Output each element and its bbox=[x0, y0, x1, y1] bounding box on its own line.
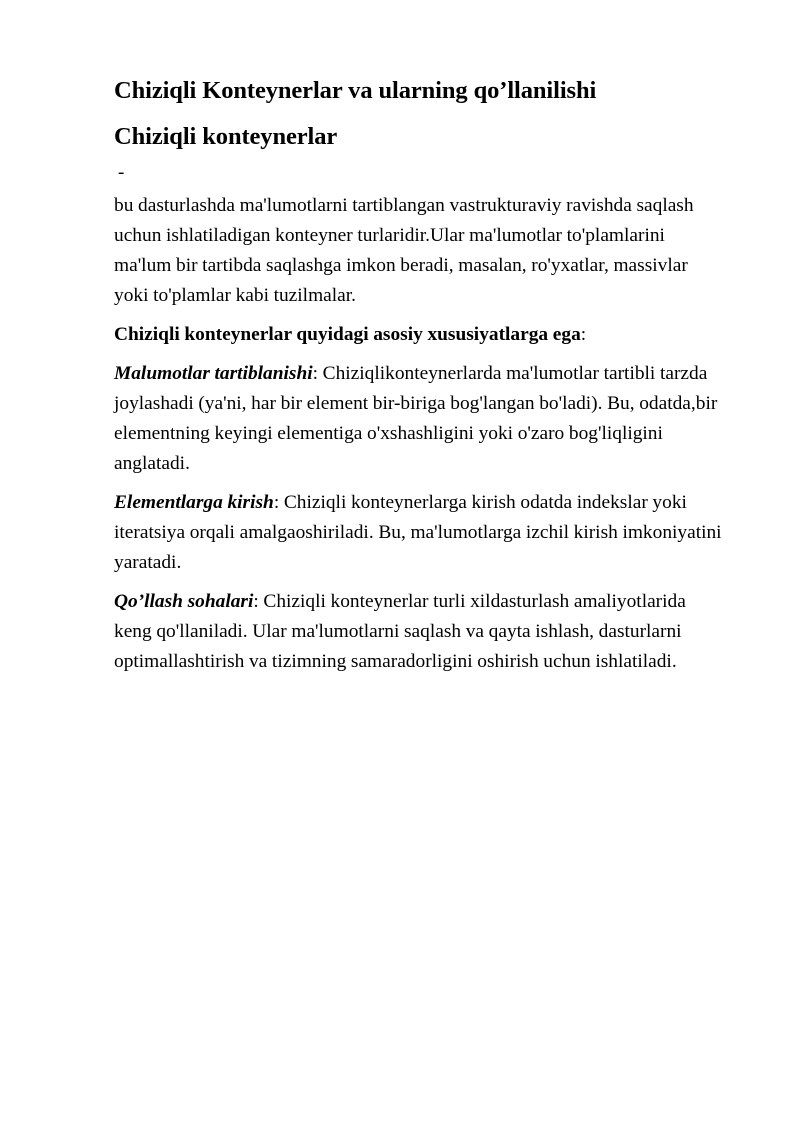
section-term-2: Qo’llash sohalari bbox=[114, 591, 254, 612]
section-term-1: Elementlarga kirish bbox=[114, 492, 274, 513]
section-paragraph-0 bbox=[114, 359, 724, 479]
section-colon-1: : bbox=[273, 492, 280, 513]
features-heading-colon: : bbox=[580, 324, 587, 345]
intro-paragraph: bu dasturlashda ma'lumotlarni tartiblangan vastrukturaviy ravishda saqlash uchun ishlatiladigan konteyner turlaridir.Ular ma'lumotlar to'plamlarini ma'lum bir tartibda saqlashga imkon beradi, masalan, ro'yxatlar, massivlar yoki to'plamlar kabi tuzilmalar. bbox=[114, 195, 694, 306]
features-heading-paragraph bbox=[114, 320, 724, 350]
features-heading-text: Chiziqli konteynerlar quyidagi asosiy xususiyatlarga ega bbox=[114, 324, 581, 345]
section-body-2: Chiziqli konteynerlar turli xildasturlash amaliyotlarida keng qo'llaniladi. Ular ma'lumotlarni saqlash va qayta ishlash, dasturlarni optimallashtirish va tizimning samaradorligini oshirish uchun ishlatiladi. bbox=[114, 591, 686, 672]
section-body-0: Chiziqlikonteynerlarda ma'lumotlar tartibli tarzda joylashadi (ya'ni, har bir element bir-biriga bog'langan bo'ladi). Bu, odatda,bir elementning keyingi elementiga o'xshashligini yoki o'zaro bog'liqligini anglatadi. bbox=[114, 363, 718, 474]
section-body-1: Chiziqli konteynerlarga kirish odatda indekslar yoki iteratsiya orqali amalgaoshiriladi. Bu, ma'lumotlarga izchil kirish imkoniyatini yaratadi. bbox=[114, 492, 722, 573]
document-title: Chiziqli Konteynerlar va ularning qo’llanilishi bbox=[114, 77, 597, 104]
stray-dash-mark: - bbox=[118, 162, 125, 183]
section-paragraph-1 bbox=[114, 488, 724, 578]
section-colon-0: : bbox=[312, 363, 319, 384]
section-paragraph-2 bbox=[114, 587, 724, 677]
document-subtitle: Chiziqli konteynerlar bbox=[114, 123, 338, 150]
document-body bbox=[114, 74, 724, 677]
section-term-0: Malumotlar tartiblanishi bbox=[114, 363, 313, 384]
section-colon-2: : bbox=[253, 591, 259, 612]
